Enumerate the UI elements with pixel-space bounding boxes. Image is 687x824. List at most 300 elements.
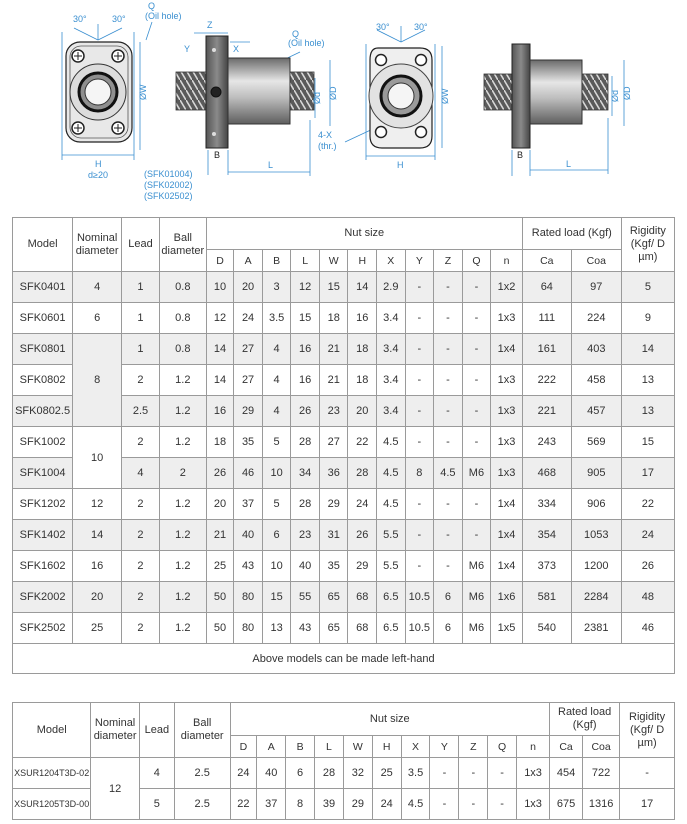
cell-y: -: [405, 551, 434, 582]
cell-h: 14: [348, 272, 377, 303]
header-ball-diameter: Ball diameter: [159, 218, 206, 272]
cell-coa: 569: [571, 427, 621, 458]
cell-d: 14: [206, 365, 234, 396]
table-row: [13, 582, 675, 613]
cell-y: 8: [405, 458, 434, 489]
cell-d: 50: [206, 613, 234, 644]
cell-n: 1x3: [517, 758, 550, 789]
cell-lead: 2.5: [122, 396, 160, 427]
cell-d: 50: [206, 582, 234, 613]
cell-model: SFK1202: [13, 489, 73, 520]
cell-b: 6: [286, 758, 315, 789]
table-footnote: Above models can be made left-hand: [13, 644, 675, 674]
header-x: X: [401, 736, 430, 758]
cell-ball: 1.2: [159, 613, 206, 644]
dim-d-small-label: Ød: [610, 89, 620, 102]
cell-n: 1x4: [491, 551, 523, 582]
cell-ball: 0.8: [159, 272, 206, 303]
cell-q: -: [488, 789, 517, 820]
header-d: D: [230, 736, 257, 758]
cell-model: XSUR1204T3D-02: [13, 758, 91, 789]
cell-ca: 675: [550, 789, 583, 820]
table-row: [13, 334, 675, 365]
cell-x: 2.9: [377, 272, 406, 303]
angle-label: 30°: [414, 22, 428, 32]
cell-h: 29: [348, 551, 377, 582]
cell-b: 15: [262, 582, 291, 613]
cell-z: -: [434, 520, 463, 551]
cell-x: 3.4: [377, 365, 406, 396]
cell-x: 6.5: [377, 582, 406, 613]
cell-y: -: [405, 489, 434, 520]
dim-x-label: X: [233, 44, 240, 54]
cell-b: 3: [262, 272, 291, 303]
cell-w: 35: [319, 551, 348, 582]
model-note-label: (SFK01004): [144, 169, 193, 179]
header-b: B: [262, 250, 291, 272]
cell-coa: 906: [571, 489, 621, 520]
cell-n: 1x4: [491, 334, 523, 365]
dim-d-large-label: ØD: [622, 86, 632, 100]
cell-x: 3.5: [401, 758, 430, 789]
cell-z: -: [434, 427, 463, 458]
cell-ca: 64: [522, 272, 571, 303]
cell-x: 4.5: [377, 458, 406, 489]
cell-coa: 457: [571, 396, 621, 427]
table-row: [13, 613, 675, 644]
cell-ball: 0.8: [159, 303, 206, 334]
cell-coa: 1200: [571, 551, 621, 582]
table-row: [13, 551, 675, 582]
cell-q: -: [462, 396, 491, 427]
cell-w: 18: [319, 303, 348, 334]
cell-nominal: 25: [73, 613, 122, 644]
cell-ca: 334: [522, 489, 571, 520]
cell-w: 15: [319, 272, 348, 303]
nut-side-view-2: [484, 44, 608, 148]
cell-z: -: [459, 758, 488, 789]
cell-coa: 224: [571, 303, 621, 334]
cell-n: 1x3: [491, 396, 523, 427]
cell-h: 68: [348, 582, 377, 613]
technical-drawing: [0, 0, 687, 215]
angle-label: 30°: [376, 22, 390, 32]
header-z: Z: [434, 250, 463, 272]
dim-w-label: ØW: [138, 84, 148, 100]
cell-coa: 1316: [583, 789, 620, 820]
cell-d: 22: [230, 789, 257, 820]
header-q: Q: [488, 736, 517, 758]
nut-side-view-1: [176, 36, 314, 148]
cell-coa: 905: [571, 458, 621, 489]
cell-l: 34: [291, 458, 320, 489]
cell-a: 27: [234, 365, 263, 396]
cell-n: 1x2: [491, 272, 523, 303]
header-coa: Coa: [583, 736, 620, 758]
cell-lead: 1: [122, 334, 160, 365]
cell-l: 23: [291, 520, 320, 551]
cell-rigidity: 22: [621, 489, 674, 520]
cell-model: SFK1602: [13, 551, 73, 582]
cell-ca: 354: [522, 520, 571, 551]
cell-d: 14: [206, 334, 234, 365]
cell-nominal: 12: [91, 758, 139, 820]
cell-q: -: [462, 365, 491, 396]
cell-b: 10: [262, 458, 291, 489]
cell-z: -: [434, 272, 463, 303]
dim-d-large-label: ØD: [328, 86, 338, 100]
cell-h: 18: [348, 365, 377, 396]
cell-nominal: 14: [73, 520, 122, 551]
cell-y: 10.5: [405, 582, 434, 613]
cell-w: 32: [343, 758, 372, 789]
header-lead: Lead: [122, 218, 160, 272]
cell-b: 4: [262, 365, 291, 396]
cell-l: 43: [291, 613, 320, 644]
nut-front-view-1: [66, 42, 132, 142]
cell-ball: 2.5: [174, 758, 230, 789]
cell-z: 6: [434, 613, 463, 644]
cell-l: 40: [291, 551, 320, 582]
cell-d: 21: [206, 520, 234, 551]
cell-ca: 221: [522, 396, 571, 427]
cell-l: 55: [291, 582, 320, 613]
cell-ball: 0.8: [159, 334, 206, 365]
header-y: Y: [430, 736, 459, 758]
header-x: X: [377, 250, 406, 272]
cell-a: 80: [234, 613, 263, 644]
header-w: W: [319, 250, 348, 272]
thread-sub-label: (thr.): [318, 141, 337, 151]
cell-y: -: [405, 272, 434, 303]
header-a: A: [257, 736, 286, 758]
cell-lead: 5: [139, 789, 174, 820]
dim-h-label: H: [397, 160, 404, 170]
cell-lead: 2: [122, 365, 160, 396]
cell-coa: 722: [583, 758, 620, 789]
cell-q: M6: [462, 613, 491, 644]
cell-model: SFK2002: [13, 582, 73, 613]
model-note-label: (SFK02002): [144, 180, 193, 190]
cell-h: 18: [348, 334, 377, 365]
cell-model: SFK0401: [13, 272, 73, 303]
cell-q: -: [462, 489, 491, 520]
cell-n: 1x3: [517, 789, 550, 820]
dim-b-label: B: [214, 150, 221, 160]
cell-d: 26: [206, 458, 234, 489]
cell-model: SFK1402: [13, 520, 73, 551]
cell-n: 1x4: [491, 489, 523, 520]
cell-a: 37: [257, 789, 286, 820]
cell-b: 4: [262, 396, 291, 427]
cell-rigidity: 5: [621, 272, 674, 303]
dim-z-label: Z: [207, 20, 213, 30]
cell-x: 3.4: [377, 334, 406, 365]
cell-lead: 2: [122, 520, 160, 551]
cell-ca: 540: [522, 613, 571, 644]
cell-nominal: 4: [73, 272, 122, 303]
cell-l: 12: [291, 272, 320, 303]
cell-z: 4.5: [434, 458, 463, 489]
cell-h: 25: [372, 758, 401, 789]
cell-z: 6: [434, 582, 463, 613]
cell-z: -: [434, 334, 463, 365]
cell-b: 4: [262, 334, 291, 365]
spec-table-xsur: [12, 702, 675, 820]
cell-ca: 454: [550, 758, 583, 789]
cell-coa: 97: [571, 272, 621, 303]
cell-nominal: 6: [73, 303, 122, 334]
cell-w: 36: [319, 458, 348, 489]
cell-coa: 2381: [571, 613, 621, 644]
cell-h: 26: [348, 520, 377, 551]
cell-n: 1x3: [491, 458, 523, 489]
header-y: Y: [405, 250, 434, 272]
cell-w: 23: [319, 396, 348, 427]
cell-lead: 2: [122, 427, 160, 458]
cell-rigidity: 9: [621, 303, 674, 334]
cell-ball: 2.5: [174, 789, 230, 820]
angle-label: 30°: [112, 14, 126, 24]
header-q: Q: [462, 250, 491, 272]
cell-a: 80: [234, 582, 263, 613]
cell-ball: 1.2: [159, 520, 206, 551]
cell-d: 10: [206, 272, 234, 303]
cell-n: 1x3: [491, 303, 523, 334]
cell-w: 31: [319, 520, 348, 551]
cell-a: 40: [257, 758, 286, 789]
angle-label: 30°: [73, 14, 87, 24]
cell-lead: 2: [122, 489, 160, 520]
cell-lead: 1: [122, 272, 160, 303]
cell-w: 65: [319, 582, 348, 613]
cell-y: -: [430, 789, 459, 820]
cell-b: 5: [262, 427, 291, 458]
cell-a: 27: [234, 334, 263, 365]
cell-b: 8: [286, 789, 315, 820]
cell-model: SFK0802: [13, 365, 73, 396]
header-nut-size: Nut size: [206, 218, 522, 250]
cell-x: 4.5: [377, 427, 406, 458]
cell-ca: 468: [522, 458, 571, 489]
cell-ca: 161: [522, 334, 571, 365]
cell-ball: 1.2: [159, 396, 206, 427]
cell-rigidity: 46: [621, 613, 674, 644]
cell-a: 20: [234, 272, 263, 303]
header-rigidity: Rigidity (Kgf/ D µm): [621, 218, 674, 272]
cell-x: 5.5: [377, 551, 406, 582]
cell-nominal: 8: [73, 334, 122, 427]
header-nominal-diameter: Nominal diameter: [91, 703, 139, 758]
cell-model: SFK1002: [13, 427, 73, 458]
cell-a: 40: [234, 520, 263, 551]
cell-rigidity: 17: [620, 789, 675, 820]
cell-ball: 1.2: [159, 551, 206, 582]
header-b: B: [286, 736, 315, 758]
cell-z: -: [434, 551, 463, 582]
cell-l: 28: [291, 427, 320, 458]
cell-model: SFK0601: [13, 303, 73, 334]
cell-ca: 373: [522, 551, 571, 582]
header-d: D: [206, 250, 234, 272]
cell-x: 5.5: [377, 520, 406, 551]
cell-model: SFK0802.5: [13, 396, 73, 427]
cell-ball: 2: [159, 458, 206, 489]
cell-rigidity: 26: [621, 551, 674, 582]
cell-q: -: [488, 758, 517, 789]
cell-nominal: 16: [73, 551, 122, 582]
cell-z: -: [434, 365, 463, 396]
cell-q: M6: [462, 458, 491, 489]
cell-h: 24: [372, 789, 401, 820]
header-ca: Ca: [522, 250, 571, 272]
cell-ca: 222: [522, 365, 571, 396]
header-model: Model: [13, 218, 73, 272]
header-nominal-diameter: Nominal diameter: [73, 218, 122, 272]
cell-y: -: [405, 334, 434, 365]
cell-n: 1x4: [491, 520, 523, 551]
cell-coa: 458: [571, 365, 621, 396]
table-row: [13, 758, 675, 789]
cell-model: SFK0801: [13, 334, 73, 365]
header-coa: Coa: [571, 250, 621, 272]
cell-q: -: [462, 303, 491, 334]
header-a: A: [234, 250, 263, 272]
cell-q: -: [462, 334, 491, 365]
cell-rigidity: 17: [621, 458, 674, 489]
cell-b: 3.5: [262, 303, 291, 334]
cell-x: 4.5: [377, 489, 406, 520]
cell-lead: 2: [122, 613, 160, 644]
header-l: L: [291, 250, 320, 272]
cell-rigidity: 24: [621, 520, 674, 551]
cell-q: -: [462, 427, 491, 458]
cell-a: 24: [234, 303, 263, 334]
dim-d-rule-label: d≥20: [88, 170, 108, 180]
cell-rigidity: 13: [621, 396, 674, 427]
header-ca: Ca: [550, 736, 583, 758]
oil-hole-label: Q: [292, 29, 300, 39]
cell-rigidity: 15: [621, 427, 674, 458]
thread-label: 4-X: [318, 130, 333, 140]
dim-y-label: Y: [184, 44, 191, 54]
header-lead: Lead: [139, 703, 174, 758]
cell-n: 1x6: [491, 582, 523, 613]
cell-rigidity: 48: [621, 582, 674, 613]
oil-hole-label: Q: [148, 1, 156, 11]
table-row: [13, 489, 675, 520]
cell-w: 29: [343, 789, 372, 820]
cell-ca: 111: [522, 303, 571, 334]
cell-x: 6.5: [377, 613, 406, 644]
cell-a: 29: [234, 396, 263, 427]
cell-l: 28: [291, 489, 320, 520]
cell-w: 21: [319, 334, 348, 365]
cell-z: -: [434, 396, 463, 427]
cell-b: 10: [262, 551, 291, 582]
cell-ball: 1.2: [159, 427, 206, 458]
cell-rigidity: 14: [621, 334, 674, 365]
table-row: [13, 303, 675, 334]
cell-model: SFK2502: [13, 613, 73, 644]
header-h: H: [348, 250, 377, 272]
header-nut-size: Nut size: [230, 703, 550, 736]
header-ball-diameter: Ball diameter: [174, 703, 230, 758]
nut-front-view-2: [369, 48, 433, 148]
cell-lead: 2: [122, 582, 160, 613]
cell-y: -: [405, 520, 434, 551]
spec-table-sfk: [12, 217, 675, 674]
cell-h: 24: [348, 489, 377, 520]
header-rated-load: Rated load (Kgf): [522, 218, 621, 250]
header-w: W: [343, 736, 372, 758]
cell-z: -: [434, 303, 463, 334]
header-z: Z: [459, 736, 488, 758]
cell-y: -: [405, 303, 434, 334]
dim-d-small-label: Ød: [312, 91, 322, 104]
dim-b-label: B: [517, 150, 524, 160]
header-rated-load: Rated load (Kgf): [550, 703, 620, 736]
cell-model: XSUR1205T3D-00: [13, 789, 91, 820]
cell-q: M6: [462, 582, 491, 613]
cell-a: 43: [234, 551, 263, 582]
cell-coa: 1053: [571, 520, 621, 551]
cell-lead: 2: [122, 551, 160, 582]
header-n: n: [491, 250, 523, 272]
cell-y: 10.5: [405, 613, 434, 644]
cell-ball: 1.2: [159, 582, 206, 613]
cell-d: 16: [206, 396, 234, 427]
cell-h: 16: [348, 303, 377, 334]
cell-w: 65: [319, 613, 348, 644]
cell-b: 13: [262, 613, 291, 644]
cell-y: -: [405, 427, 434, 458]
cell-ca: 243: [522, 427, 571, 458]
cell-lead: 4: [122, 458, 160, 489]
cell-l: 16: [291, 334, 320, 365]
cell-x: 3.4: [377, 396, 406, 427]
cell-y: -: [430, 758, 459, 789]
cell-h: 22: [348, 427, 377, 458]
cell-rigidity: -: [620, 758, 675, 789]
cell-q: M6: [462, 551, 491, 582]
cell-d: 12: [206, 303, 234, 334]
header-n: n: [517, 736, 550, 758]
cell-ca: 581: [522, 582, 571, 613]
header-l: L: [315, 736, 344, 758]
cell-z: -: [459, 789, 488, 820]
cell-b: 5: [262, 489, 291, 520]
cell-y: -: [405, 365, 434, 396]
cell-h: 28: [348, 458, 377, 489]
cell-l: 26: [291, 396, 320, 427]
oil-hole-sub-label: (Oil hole): [288, 38, 325, 48]
cell-ball: 1.2: [159, 365, 206, 396]
cell-q: -: [462, 272, 491, 303]
dim-l-label: L: [268, 160, 274, 170]
cell-model: SFK1004: [13, 458, 73, 489]
cell-lead: 4: [139, 758, 174, 789]
cell-ball: 1.2: [159, 489, 206, 520]
dim-h-label: H: [95, 159, 102, 169]
cell-l: 39: [315, 789, 344, 820]
cell-nominal: 10: [73, 427, 122, 489]
cell-b: 6: [262, 520, 291, 551]
cell-x: 4.5: [401, 789, 430, 820]
cell-h: 68: [348, 613, 377, 644]
header-rigidity: Rigidity (Kgf/ D µm): [620, 703, 675, 758]
cell-lead: 1: [122, 303, 160, 334]
